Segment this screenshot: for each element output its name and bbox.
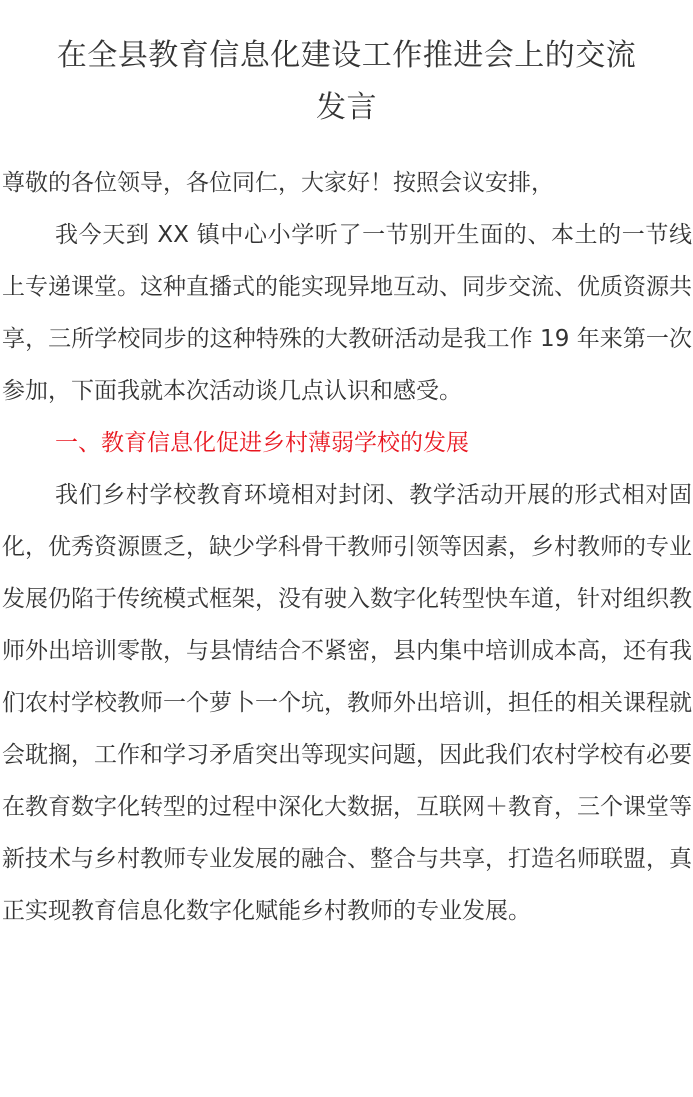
- body-paragraph-2: 我们乡村学校教育环境相对封闭、教学活动开展的形式相对固化，优秀资源匮乏，缺少学科骨干教师引领等因素，乡村教师的专业发展仍陷于传统模式框架，没有驶入数字化转型快车道，针对组织教师外出培训零散，与县情结合不紧密，县内集中培训成本高，还有我们农村学校教师一个萝卜一个坑，教师外出培训，担任的相关课程就会耽搁，工作和学习矛盾突出等现实问题，因此我们农村学校有必要在教育数字化转型的过程中深化大数据，互联网＋教育，三个课堂等新技术与乡村教师专业发展的融合、整合与共享，打造名师联盟，真正实现教育信息化数字化赋能乡村教师的专业发展。: [2, 482, 692, 924]
- body-paragraph-1: 我今天到 XX 镇中心小学听了一节别开生面的、本土的一节线上专递课堂。这种直播式的能实现异地互动、同步交流、优质资源共享，三所学校同步的这种特殊的大教研活动是我工作 19 年来第一次参加，下面我就本次活动谈几点认识和感受。: [2, 222, 692, 404]
- document-title: [0, 0, 693, 134]
- title-line-1: 在全县教育信息化建设工作推进会上的交流: [56, 38, 637, 73]
- title-line-2: 发言: [316, 90, 377, 125]
- greeting-paragraph: 尊敬的各位领导，各位同仁，大家好！按照会议安排，: [2, 170, 554, 196]
- section-heading-1: 一、教育信息化促进乡村薄弱学校的发展: [55, 430, 469, 456]
- document-body: [2, 157, 692, 937]
